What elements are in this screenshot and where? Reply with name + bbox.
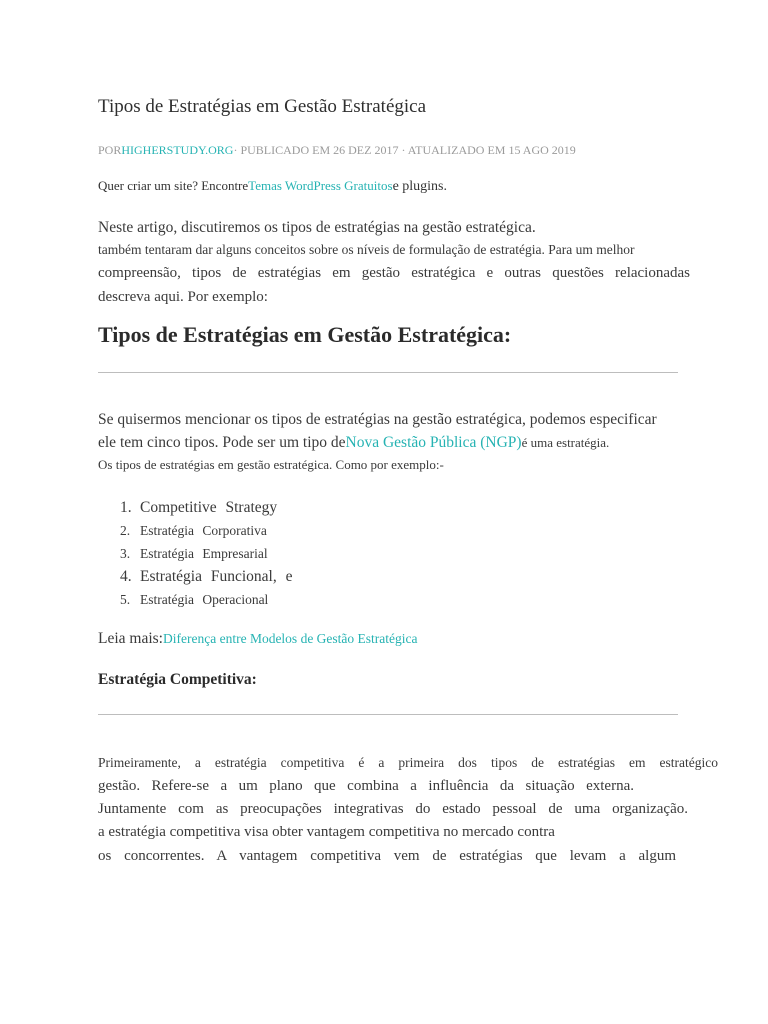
- strategy-list: [120, 496, 292, 611]
- promo-line: [98, 178, 447, 195]
- competitive-line: os concorrentes. A vantagem competitiva vem de estratégias que levam a algum: [98, 848, 676, 864]
- section-line: Os tipos de estratégias em gestão estratégica. Como por exemplo:-: [98, 457, 444, 472]
- intro-line: também tentaram dar alguns conceitos sobre os níveis de formulação de estratégia. Para um melhor: [98, 242, 635, 257]
- wordpress-themes-link[interactable]: Temas WordPress Gratuitos: [248, 178, 393, 193]
- section-line: [98, 432, 657, 454]
- read-more: [98, 630, 418, 648]
- competitive-line: gestão. Refere-se a um plano que combina a influência da situação externa.: [98, 778, 634, 794]
- section-heading: Tipos de Estratégias em Gestão Estratégica:: [98, 322, 512, 347]
- author-link[interactable]: HIGHERSTUDY.ORG: [121, 143, 234, 157]
- list-item-text: Estratégia Operacional: [140, 592, 269, 607]
- subheading-divider: [98, 714, 678, 715]
- post-meta: [98, 143, 576, 158]
- post-title: Tipos de Estratégias em Gestão Estratégica: [98, 96, 427, 117]
- list-item-text: Estratégia Funcional, e: [140, 568, 293, 585]
- read-more-link[interactable]: Diferença entre Modelos de Gestão Estratégica: [163, 631, 418, 646]
- section-paragraph: [98, 408, 657, 476]
- list-item: [120, 519, 292, 542]
- read-more-label: Leia mais:: [98, 630, 163, 647]
- list-item-number: 5.: [120, 592, 131, 607]
- ngp-link[interactable]: Nova Gestão Pública (NGP): [345, 434, 522, 451]
- competitive-line: Primeiramente, a estratégia competitiva é a primeira dos tipos de estratégias em estratégico: [98, 755, 718, 770]
- list-item-number: 3.: [120, 546, 131, 561]
- section-divider: [98, 372, 678, 373]
- intro-line: descreva aqui. Por exemplo:: [98, 289, 268, 305]
- list-item-number: 1.: [120, 499, 132, 516]
- intro-paragraph: [98, 217, 720, 308]
- section-line: Se quisermos mencionar os tipos de estratégias na gestão estratégica, podemos especificar: [98, 411, 657, 428]
- section-line-suffix: é uma estratégia.: [521, 435, 610, 450]
- intro-line: Neste artigo, discutiremos os tipos de estratégias na gestão estratégica.: [98, 219, 536, 236]
- list-item-text: Estratégia Corporativa: [140, 523, 267, 538]
- list-item: [120, 565, 292, 588]
- competitive-paragraph: [98, 751, 720, 869]
- list-item: [120, 542, 292, 565]
- section-line-prefix: ele tem cinco tipos. Pode ser um tipo de: [98, 434, 346, 451]
- list-item: [120, 496, 292, 519]
- promo-suffix: e plugins.: [392, 179, 448, 194]
- competitive-line: Juntamente com as preocupações integrativas do estado pessoal de uma organização.: [98, 801, 688, 817]
- competitive-line: a estratégia competitiva visa obter vantagem competitiva no mercado contra: [98, 824, 555, 840]
- list-item-number: 2.: [120, 523, 131, 538]
- meta-updated: · ATUALIZADO EM 15 AGO 2019: [401, 143, 576, 157]
- list-item-text: Competitive Strategy: [140, 499, 278, 516]
- list-item: [120, 588, 292, 611]
- meta-by-prefix: POR: [98, 143, 122, 157]
- meta-published: · PUBLICADO EM 26 DEZ 2017: [233, 143, 399, 157]
- list-item-text: Estratégia Empresarial: [140, 546, 268, 561]
- promo-prefix: Quer criar um site? Encontre: [98, 178, 249, 193]
- intro-line: compreensão, tipos de estratégias em gestão estratégica e outras questões relacionadas: [98, 265, 690, 281]
- list-item-number: 4.: [120, 568, 132, 585]
- subheading: Estratégia Competitiva:: [98, 671, 257, 688]
